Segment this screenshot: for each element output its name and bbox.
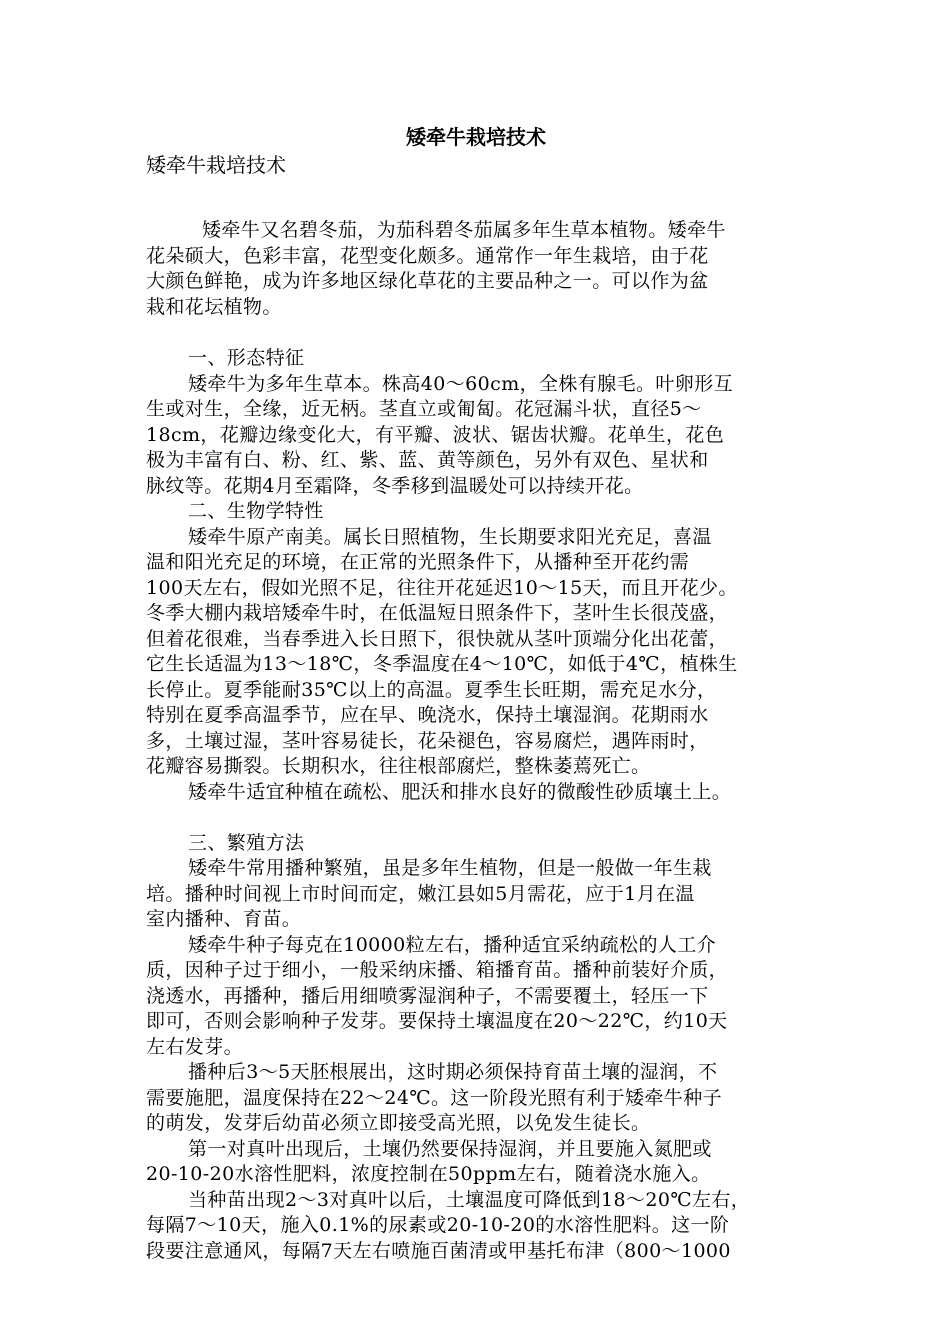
section-heading: 三、繁殖方法	[188, 831, 305, 854]
paragraph-line: 左右发芽。	[146, 1035, 244, 1058]
paragraph-line: 冬季大棚内栽培矮牵牛时，在低温短日照条件下，茎叶生长很茂盛，	[146, 602, 729, 624]
paragraph-line: 质，因种子过于细小，一般采纳床播、箱播育苗。播种前装好介质，	[146, 959, 729, 981]
paragraph-line: 特别在夏季高温季节，应在早、晚浇水，保持土壤湿润。花期雨水	[146, 704, 709, 726]
section-propagation	[146, 831, 806, 1265]
paragraph-line: 温和阳光充足的环境，在正常的光照条件下，从播种至开花约需	[146, 551, 690, 573]
paragraph-line: 矮牵牛种子每克在10000粒左右，播种适宜采纳疏松的人工介	[188, 933, 717, 956]
paragraph-line: 花朵硕大，色彩丰富，花型变化颇多。通常作一年生栽培，由于花	[146, 244, 709, 267]
paragraph-line: 培。播种时间视上市时间而定，嫩江县如5月需花，应于1月在温	[146, 882, 695, 905]
paragraph-line: 花瓣容易撕裂。长期积水，往往根部腐烂，整株萎蔫死亡。	[146, 755, 651, 777]
paragraph-line: 18cm，花瓣边缘变化大，有平瓣、波状、锯齿状瓣。花单生，花色	[146, 423, 725, 446]
paragraph-line: 100天左右，假如光照不足，往往开花延迟10～15天，而且开花少。	[146, 576, 738, 599]
section-heading: 一、形态特征	[188, 347, 305, 369]
paragraph-line: 段要注意通风，每隔7天左右喷施百菌清或甲基托布津（800～1000	[146, 1239, 731, 1262]
paragraph-line: 但着花很难，当春季进入长日照下，很快就从茎叶顶端分化出花蕾，	[146, 627, 729, 650]
paragraph-line: 每隔7～10天，施入0.1%的尿素或20-10-20的水溶性肥料。这一阶	[146, 1214, 730, 1236]
paragraph-line: 即可，否则会影响种子发芽。要保持土壤温度在20～22℃，约10天	[146, 1010, 728, 1032]
paragraph-line: 栽和花坛植物。	[146, 295, 282, 318]
paragraph-line: 脉纹等。花期4月至霜降，冬季移到温暖处可以持续开花。	[146, 474, 644, 497]
paragraph-line: 长停止。夏季能耐35℃以上的高温。夏季生长旺期，需充足水分，	[146, 678, 717, 701]
spacer	[146, 805, 806, 831]
paragraph-line: 播种后3～5天胚根展出，这时期必须保持育苗土壤的湿润，不	[188, 1061, 718, 1083]
paragraph-line: 极为丰富有白、粉、红、紫、蓝、黄等颜色，另外有双色、星状和	[146, 449, 709, 471]
paragraph-line: 当种苗出现2～3对真叶以后，土壤温度可降低到18～20℃左右，	[188, 1188, 751, 1211]
paragraph-line: 20-10-20水溶性肥料，浓度控制在50ppm左右，随着浇水施入。	[146, 1163, 711, 1185]
section-heading: 二、生物学特性	[188, 500, 324, 522]
paragraph-line: 需要施肥，温度保持在22～24℃。这一阶段光照有利于矮牵牛种子	[146, 1086, 723, 1109]
paragraph-line: 矮牵牛为多年生草本。株高40～60cm，全株有腺毛。叶卵形互	[188, 372, 734, 395]
paragraph-line: 大颜色鲜艳，成为许多地区绿化草花的主要品种之一。可以作为盆	[146, 270, 709, 292]
paragraph-line: 的萌发，发芽后幼苗必须立即接受高光照，以免发生徒长。	[146, 1112, 651, 1134]
spacer	[146, 320, 806, 346]
paragraph-line: 矮牵牛常用播种繁殖，虽是多年生植物，但是一般做一年生栽	[188, 857, 712, 879]
paragraph-line: 矮牵牛原产南美。属长日照植物，生长期要求阳光充足，喜温	[188, 525, 712, 548]
document-body	[146, 122, 806, 1264]
document-title: 矮牵牛栽培技术	[406, 125, 546, 149]
paragraph-line: 它生长适温为13～18℃，冬季温度在4～10℃，如低于4℃，植株生	[146, 653, 738, 675]
paragraph-line: 矮牵牛又名碧冬茄，为茄科碧冬茄属多年生草本植物。矮牵牛	[202, 219, 726, 241]
intro-paragraph	[146, 218, 806, 320]
paragraph-line: 生或对生，全缘，近无柄。茎直立或匍匐。花冠漏斗状，直径5～	[146, 398, 702, 420]
document-subtitle: 矮牵牛栽培技术	[146, 153, 286, 177]
paragraph-line: 多，土壤过湿，茎叶容易徒长，花朵褪色，容易腐烂，遇阵雨时，	[146, 729, 709, 752]
section-biology	[146, 499, 806, 805]
section-morphology	[146, 346, 806, 499]
paragraph-line: 浇透水，再播种，播后用细喷雾湿润种子，不需要覆土，轻压一下	[146, 984, 709, 1007]
paragraph-line: 矮牵牛适宜种植在疏松、肥沃和排水良好的微酸性砂质壤土上。	[188, 780, 732, 803]
paragraph-line: 第一对真叶出现后，土壤仍然要保持湿润，并且要施入氮肥或	[188, 1137, 712, 1160]
spacer	[146, 178, 806, 218]
paragraph-line: 室内播种、育苗。	[146, 908, 302, 930]
